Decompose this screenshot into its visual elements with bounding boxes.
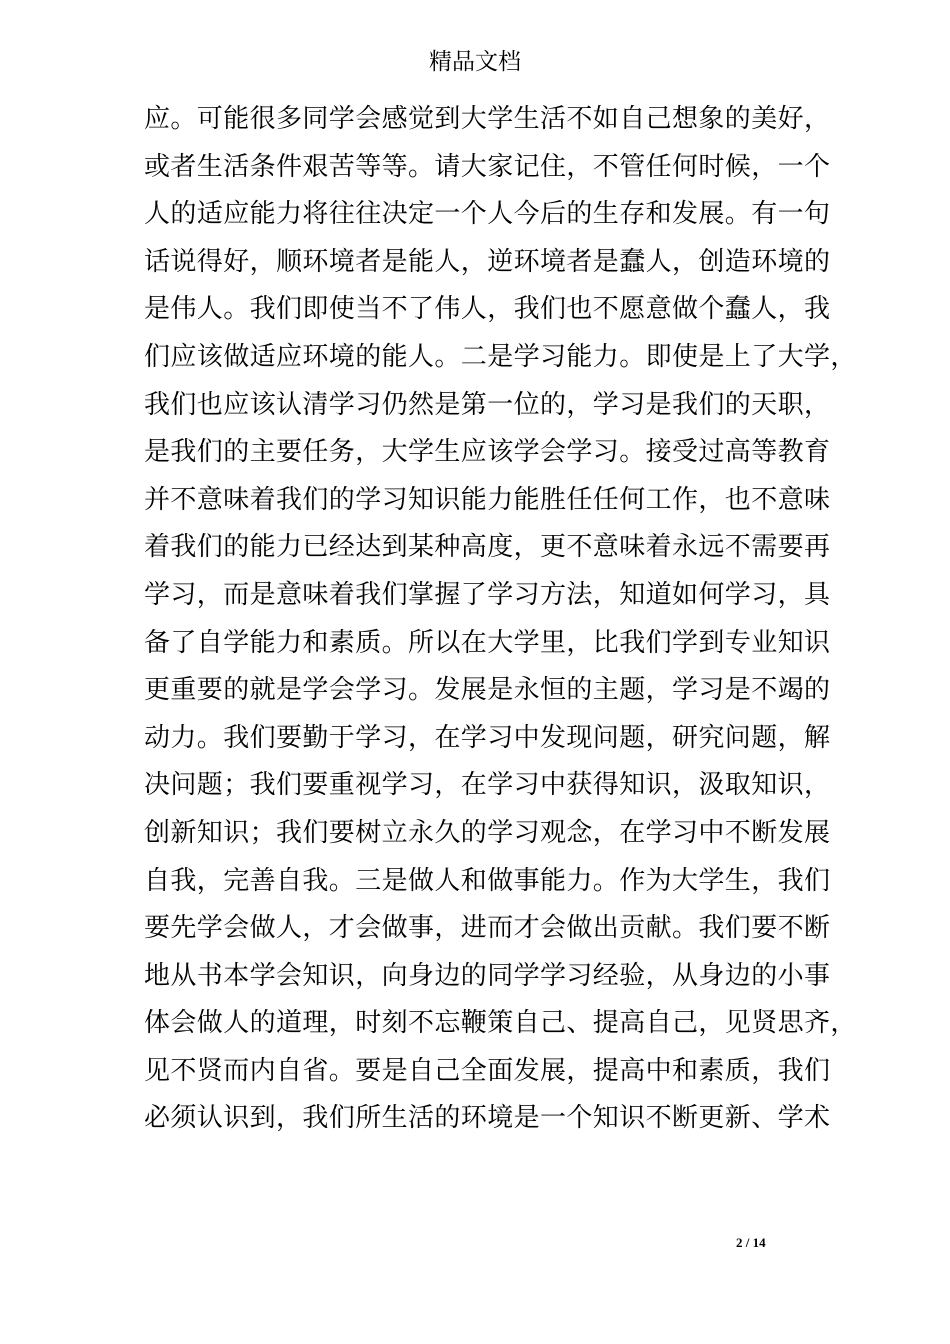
body-text-line: 体会做人的道理，时刻不忘鞭策自己、提高自己，见贤思齐， <box>144 1008 857 1039</box>
body-text-line: 并不意味着我们的学习知识能力能胜任任何工作，也不意味 <box>144 484 831 515</box>
body-text-line: 应。可能很多同学会感觉到大学生活不如自己想象的美好， <box>144 104 831 134</box>
body-text-line: 备了自学能力和素质。所以在大学里，比我们学到专业知识 <box>144 627 831 658</box>
body-text-line: 话说得好，顺环境者是能人，逆环境者是蠢人，创造环境的 <box>144 246 831 277</box>
body-text-line: 着我们的能力已经达到某种高度，更不意味着永远不需要再 <box>144 532 831 563</box>
page-header-title: 精品文档 <box>429 49 521 75</box>
body-text-line: 创新知识；我们要树立永久的学习观念，在学习中不断发展 <box>144 817 831 848</box>
body-text-line: 们应该做适应环境的能人。二是学习能力。即使是上了大学， <box>144 341 857 372</box>
body-text-line: 地从书本学会知识，向身边的同学学习经验，从身边的小事 <box>144 960 831 991</box>
body-text-line: 我们也应该认清学习仍然是第一位的，学习是我们的天职， <box>144 389 831 420</box>
page-number: 2 / 14 <box>736 1235 766 1250</box>
body-text-line: 见不贤而内自省。要是自己全面发展，提高中和素质，我们 <box>144 1055 831 1086</box>
document-body <box>144 96 857 1143</box>
body-text-line: 更重要的就是学会学习。发展是永恒的主题，学习是不竭的 <box>144 675 831 706</box>
body-text-line: 是我们的主要任务，大学生应该学会学习。接受过高等教育 <box>144 437 831 468</box>
body-text-line: 学习，而是意味着我们掌握了学习方法，知道如何学习，具 <box>144 579 831 610</box>
body-text-line: 是伟人。我们即使当不了伟人，我们也不愿意做个蠢人，我 <box>144 294 831 325</box>
body-text-line: 必须认识到，我们所生活的环境是一个知识不断更新、学术 <box>144 1103 831 1134</box>
body-text-line: 人的适应能力将往往决定一个人今后的生存和发展。有一句 <box>144 199 831 230</box>
body-text-line: 决问题；我们要重视学习，在学习中获得知识，汲取知识， <box>144 770 831 801</box>
body-text-line: 要先学会做人，才会做事，进而才会做出贡献。我们要不断 <box>144 913 831 944</box>
body-text-line: 自我，完善自我。三是做人和做事能力。作为大学生，我们 <box>144 865 831 896</box>
body-text-line: 或者生活条件艰苦等等。请大家记住，不管任何时候，一个 <box>144 151 831 182</box>
body-text-line: 动力。我们要勤于学习，在学习中发现问题，研究问题，解 <box>144 722 831 753</box>
